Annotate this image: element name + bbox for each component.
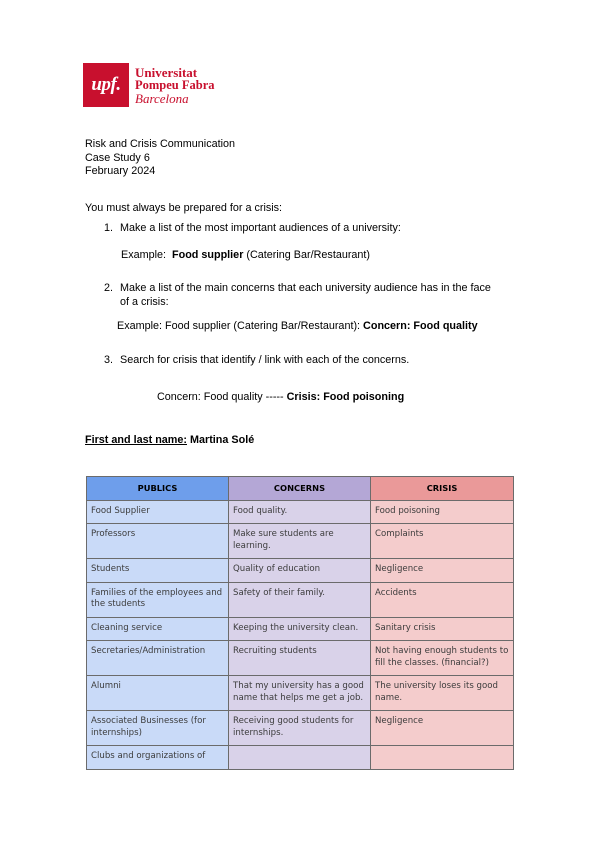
table-row [87,582,514,617]
header-publics: PUBLICS [87,477,229,501]
cell-crisis: Complaints [371,524,514,559]
task-2-text-line-1: Make a list of the main concerns that each university audience has in the face [120,282,491,294]
cell-public: Professors [87,524,229,559]
task-2-text-line-2: of a crisis: [120,295,169,308]
table-header-row [87,477,514,501]
task-3 [104,354,409,368]
table-row [87,711,514,746]
table-row [87,676,514,711]
logo-line-1: Universitat [135,64,198,80]
example-2 [117,320,478,334]
table-row [87,641,514,676]
example-2-prefix: Example: Food supplier (Catering Bar/Restaurant): [117,320,361,332]
cell-concern: Quality of education [229,559,371,583]
cell-crisis: Accidents [371,582,514,617]
cell-concern: Receiving good students for internships. [229,711,371,746]
cell-crisis: The university loses its good name. [371,676,514,711]
cell-public: Secretaries/Administration [87,641,229,676]
cell-crisis: Food poisoning [371,500,514,524]
cell-concern: Make sure students are learning. [229,524,371,559]
table-row [87,524,514,559]
date-label: February 2024 [85,165,156,177]
cell-crisis: Negligence [371,559,514,583]
cell-crisis [371,746,514,770]
cell-crisis: Not having enough students to fill the classes. (financial?) [371,641,514,676]
cell-public: Food Supplier [87,500,229,524]
upf-logo-mark: upf. [83,63,129,107]
cell-concern: Food quality. [229,500,371,524]
cell-concern: Recruiting students [229,641,371,676]
case-study-label: Case Study 6 [85,151,150,164]
example-1-prefix: Example: [121,249,167,261]
table-row [87,559,514,583]
example-2-bold: Concern: Food quality [363,320,478,332]
task-2 [104,282,491,309]
university-logo [83,63,215,107]
task-1-text: Make a list of the most important audiences of a university: [120,222,401,234]
cell-crisis: Negligence [371,711,514,746]
table-row [87,617,514,641]
example-3-prefix: Concern: Food quality ----- [157,391,284,403]
header-crisis: CRISIS [371,477,514,501]
name-label: First and last name: [85,434,187,446]
intro-text: You must always be prepared for a crisis: [85,202,283,214]
cell-public: Families of the employees and the students [87,582,229,617]
logo-line-2: Pompeu Fabra [135,77,215,92]
example-1 [121,249,370,263]
header-concerns: CONCERNS [229,477,371,501]
example-1-bold: Food supplier [172,249,244,261]
course-title: Risk and Crisis Communication [85,138,236,150]
task-3-number: 3. [104,354,114,366]
table-row [87,500,514,524]
publics-concerns-crisis-table [86,476,514,770]
cell-public: Clubs and organizations of [87,746,229,770]
task-2-number: 2. [104,282,114,294]
logo-wordmark [135,66,215,105]
cell-concern [229,746,371,770]
task-1 [104,222,401,236]
cell-public: Cleaning service [87,617,229,641]
example-3-bold: Crisis: Food poisoning [286,391,405,403]
cell-public: Associated Businesses (for internships) [87,711,229,746]
logo-line-3: Barcelona [135,90,189,106]
cell-concern: That my university has a good name that helps me get a job. [229,676,371,711]
example-1-rest: (Catering Bar/Restaurant) [246,249,371,261]
student-name: Martina Solé [190,434,255,446]
cell-crisis: Sanitary crisis [371,617,514,641]
cell-concern: Keeping the university clean. [229,617,371,641]
example-3 [157,391,404,405]
student-name-line [85,434,254,448]
task-3-text: Search for crisis that identify / link with each of the concerns. [120,354,410,366]
document-header [85,138,235,179]
cell-concern: Safety of their family. [229,582,371,617]
cell-public: Students [87,559,229,583]
cell-public: Alumni [87,676,229,711]
table-row [87,746,514,770]
task-1-number: 1. [104,222,114,234]
